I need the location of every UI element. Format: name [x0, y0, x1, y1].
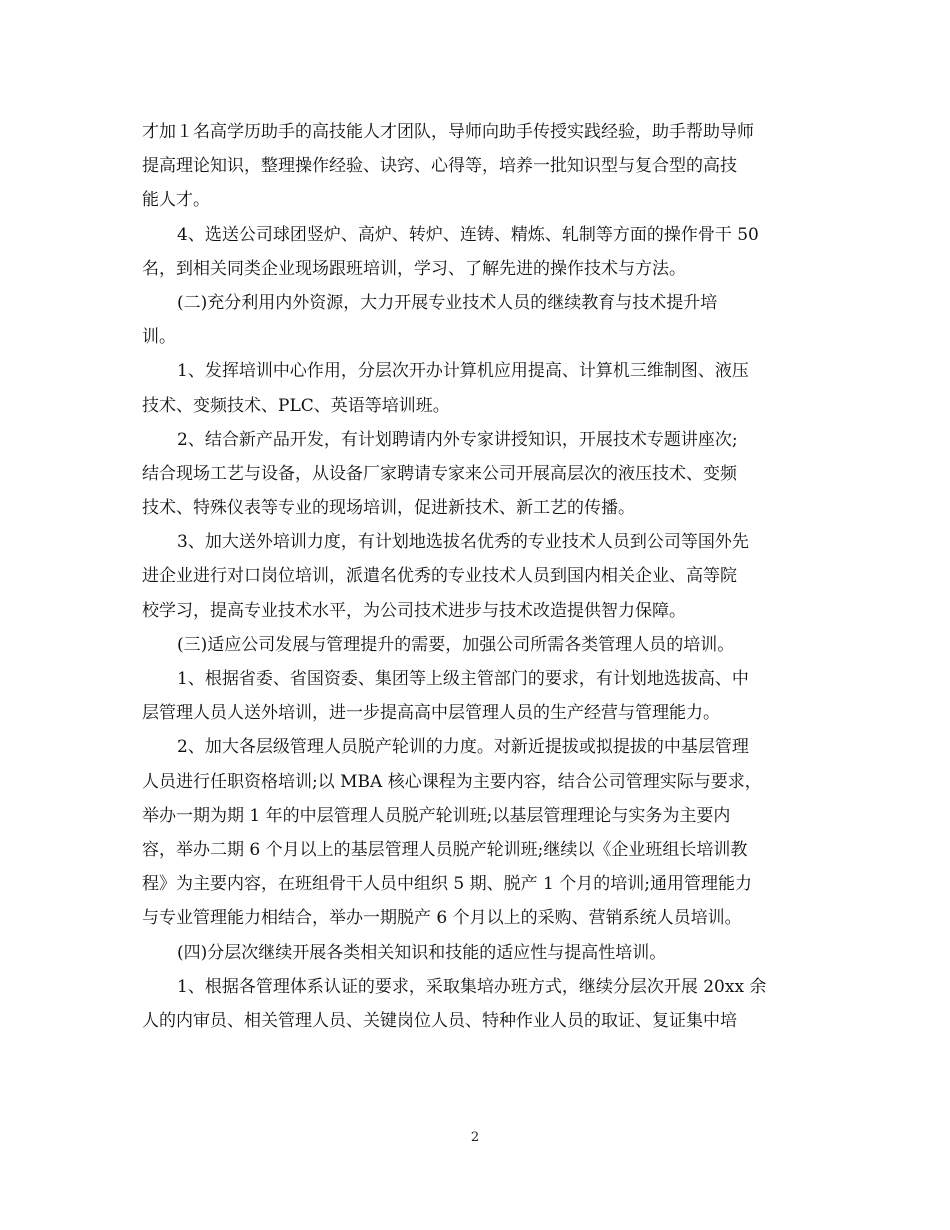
text-line: (二)充分利用内外资源，大力开展专业技术人员的继续教育与技术提升培: [177, 292, 718, 313]
text-line: 提高理论知识，整理操作经验、诀窍、心得等，培养一批知识型与复合型的高技: [142, 156, 737, 177]
text-line: 进企业进行对口岗位培训，派遣名优秀的专业技术人员到国内相关企业、高等院: [142, 566, 737, 587]
text-line: 1、发挥培训中心作用，分层次开办计算机应用提高、计算机三维制图、液压: [177, 361, 749, 382]
text-line: 能人才。: [142, 190, 210, 211]
text-line: 校学习，提高专业技术水平，为公司技术进步与技术改造提供智力保障。: [142, 600, 686, 621]
page-number: 2: [470, 1130, 480, 1145]
text-line: 容，举办二期 6 个月以上的基层管理人员脱产轮训班;继续以《企业班组长培训教: [142, 839, 748, 860]
text-line: 程》为主要内容，在班组骨干人员中组织 5 期、脱产 1 个月的培训;通用管理能力: [142, 874, 752, 895]
text-line: 才加１名高学历助手的高技能人才团队，导师向助手传授实践经验，助手帮助导师: [142, 122, 754, 142]
text-line: 3、加大送外培训力度，有计划地选拔名优秀的专业技术人员到公司等国外先: [177, 532, 749, 553]
text-line: 人的内审员、相关管理人员、关键岗位人员、特种作业人员的取证、复证集中培: [142, 1010, 737, 1031]
body-text: [142, 115, 812, 1038]
text-line: 1、根据省委、省国资委、集团等上级主管部门的要求，有计划地选拔高、中: [177, 669, 749, 689]
text-line: 2、加大各层级管理人员脱产轮训的力度。对新近提拔或拟提拔的中基层管理: [177, 737, 749, 758]
text-line: 技术、特殊仪表等专业的现场培训，促进新技术、新工艺的传播。: [142, 498, 635, 519]
text-line: (四)分层次继续开展各类相关知识和技能的适应性与提高性培训。: [177, 942, 667, 963]
text-line: 技术、变频技术、PLC、英语等培训班。: [142, 395, 450, 416]
text-line: 层管理人员人送外培训，进一步提高高中层管理人员的生产经营与管理能力。: [142, 703, 720, 724]
text-line: 名，到相关同类企业现场跟班培训，学习、了解先进的操作技术与方法。: [142, 258, 686, 279]
text-line: 2、结合新产品开发，有计划聘请内外专家讲授知识，开展技术专题讲座次;: [177, 429, 738, 450]
text-line: 人员进行任职资格培训;以 MBA 核心课程为主要内容，结合公司管理实际与要求，: [142, 771, 762, 792]
text-line: 举办一期为期 1 年的中层管理人员脱产轮训班;以基层管理理论与实务为主要内: [142, 805, 731, 826]
text-line: (三)适应公司发展与管理提升的需要，加强公司所需各类管理人员的培训。: [177, 634, 735, 655]
text-line: 4、选送公司球团竖炉、高炉、转炉、连铸、精炼、轧制等方面的操作骨干 50: [177, 224, 759, 245]
text-line: 1、根据各管理体系认证的要求，采取集培办班方式，继续分层次开展 20xx 余: [177, 976, 767, 997]
text-line: 训。: [142, 327, 176, 348]
text-line: 与专业管理能力相结合，举办一期脱产 6 个月以上的采购、营销系统人员培训。: [142, 908, 742, 929]
text-line: 结合现场工艺与设备，从设备厂家聘请专家来公司开展高层次的液压技术、变频: [142, 463, 737, 484]
